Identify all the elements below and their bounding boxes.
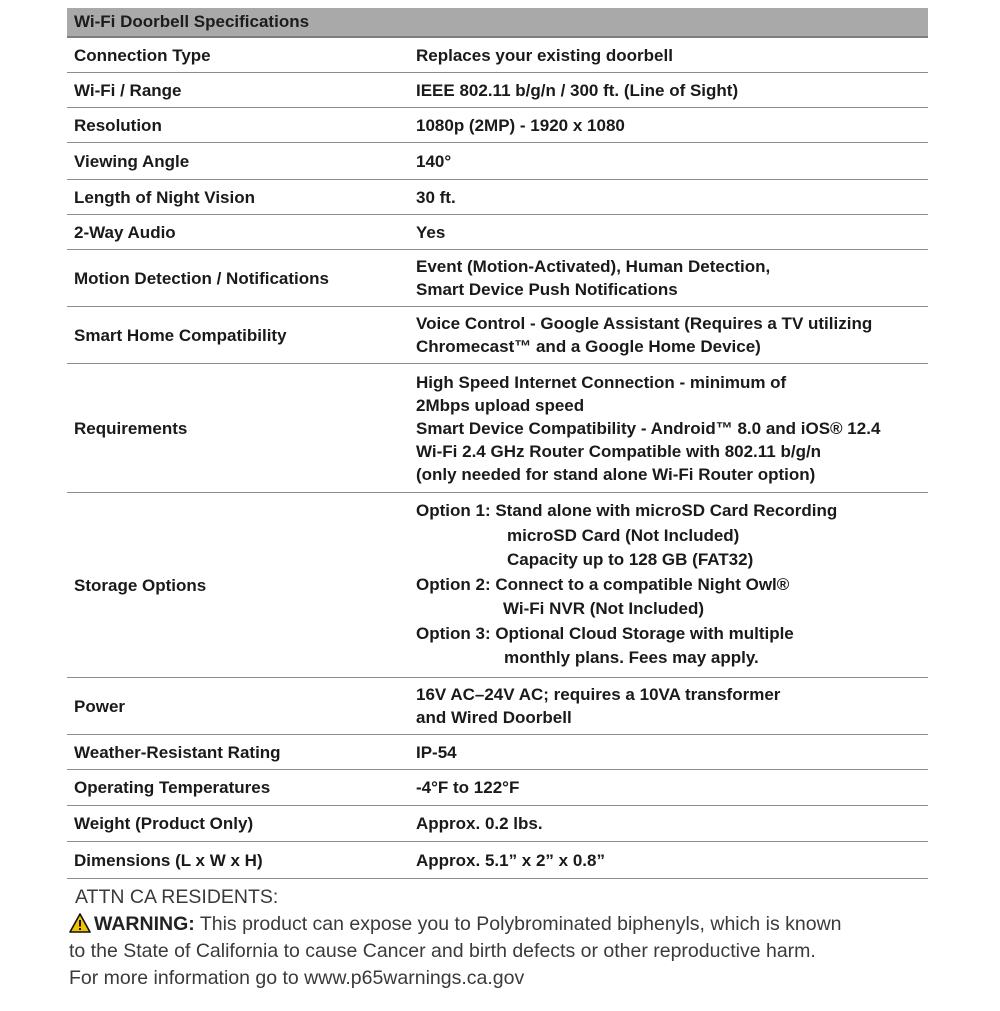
table-title: Wi-Fi Doorbell Specifications bbox=[67, 8, 928, 38]
spec-table bbox=[67, 8, 928, 879]
value-line: Wi-Fi NVR (Not Included) bbox=[503, 599, 704, 619]
table-row bbox=[67, 842, 928, 879]
value-line: Chromecast™ and a Google Home Device) bbox=[416, 337, 761, 356]
spec-label: Storage Options bbox=[74, 575, 207, 595]
spec-label: Connection Type bbox=[74, 45, 211, 65]
warning-line-2: to the State of California to cause Cancer and birth defects or other reproductive harm. bbox=[69, 940, 816, 962]
spec-value bbox=[416, 683, 928, 729]
spec-label: Smart Home Compatibility bbox=[74, 325, 287, 345]
spec-value bbox=[416, 741, 928, 764]
table-row bbox=[67, 250, 928, 307]
value-line: Option 1: Stand alone with microSD Card Recording bbox=[416, 501, 838, 521]
value-line: and Wired Doorbell bbox=[416, 708, 572, 727]
spec-value bbox=[416, 849, 928, 872]
value-line: microSD Card (Not Included) bbox=[507, 525, 740, 545]
spec-value bbox=[416, 44, 928, 67]
warning-triangle-icon bbox=[69, 913, 91, 933]
spec-label: Requirements bbox=[74, 418, 188, 438]
spec-label: Weather-Resistant Rating bbox=[74, 742, 281, 762]
spec-value bbox=[416, 150, 928, 173]
table-row bbox=[67, 493, 928, 678]
warning-label: WARNING: bbox=[94, 913, 195, 935]
spec-label: Motion Detection / Notifications bbox=[74, 268, 329, 288]
value-line: (only needed for stand alone Wi-Fi Router option) bbox=[416, 464, 816, 484]
value-line: Smart Device Push Notifications bbox=[416, 280, 678, 299]
spec-label: Length of Night Vision bbox=[74, 187, 255, 207]
spec-label: Operating Temperatures bbox=[74, 778, 271, 797]
value-line: Replaces your existing doorbell bbox=[416, 45, 673, 65]
value-line: Option 2: Connect to a compatible Night Owl® bbox=[416, 574, 790, 594]
table-row bbox=[67, 108, 928, 143]
value-line: 140° bbox=[416, 151, 452, 171]
warning-line-3: For more information go to www.p65warnings.ca.gov bbox=[69, 967, 525, 989]
spec-label: Weight (Product Only) bbox=[74, 814, 254, 833]
table-row bbox=[67, 307, 928, 364]
value-line: Approx. 5.1” x 2” x 0.8” bbox=[416, 850, 605, 870]
spec-label: Resolution bbox=[74, 115, 162, 135]
value-line: Capacity up to 128 GB (FAT32) bbox=[507, 550, 754, 570]
prop65-notice bbox=[69, 884, 969, 992]
value-line: 2Mbps upload speed bbox=[416, 395, 585, 415]
value-line: -4°F to 122°F bbox=[416, 778, 520, 797]
spec-value bbox=[416, 812, 928, 835]
value-line: Option 3: Optional Cloud Storage with multiple bbox=[416, 623, 794, 643]
table-row bbox=[67, 73, 928, 108]
value-line: IEEE 802.11 b/g/n / 300 ft. (Line of Sight) bbox=[416, 80, 739, 100]
spec-value bbox=[416, 312, 928, 358]
spec-label: Viewing Angle bbox=[74, 151, 190, 171]
value-line: 1080p (2MP) - 1920 x 1080 bbox=[416, 115, 625, 135]
spec-value bbox=[416, 114, 928, 137]
value-line: Event (Motion-Activated), Human Detection, bbox=[416, 257, 771, 276]
spec-value bbox=[416, 186, 928, 209]
table-row bbox=[67, 678, 928, 735]
table-row bbox=[67, 180, 928, 215]
warning-line-1 bbox=[69, 911, 969, 938]
spec-value bbox=[416, 255, 928, 301]
table-row bbox=[67, 735, 928, 770]
spec-label: Power bbox=[74, 696, 126, 716]
spec-label: 2-Way Audio bbox=[74, 222, 176, 242]
value-line: Wi-Fi 2.4 GHz Router Compatible with 802.11 b/g/n bbox=[416, 441, 822, 461]
table-row bbox=[67, 770, 928, 806]
spec-value bbox=[416, 79, 928, 102]
spec-value bbox=[416, 371, 928, 486]
value-line: High Speed Internet Connection - minimum of bbox=[416, 372, 787, 392]
table-row bbox=[67, 806, 928, 842]
attn-heading: ATTN CA RESIDENTS: bbox=[75, 886, 279, 908]
spec-label: Wi-Fi / Range bbox=[74, 80, 182, 100]
spec-value bbox=[416, 499, 928, 671]
value-line: 16V AC–24V AC; requires a 10VA transformer bbox=[416, 685, 781, 704]
table-row bbox=[67, 364, 928, 493]
table-row bbox=[67, 143, 928, 180]
value-line: Yes bbox=[416, 222, 446, 242]
value-line: IP-54 bbox=[416, 742, 457, 762]
spec-value bbox=[416, 221, 928, 244]
warning-text: This product can expose you to Polybrominated biphenyls, which is known bbox=[194, 913, 842, 935]
value-line: Smart Device Compatibility - Android™ 8.0 and iOS® 12.4 bbox=[416, 418, 881, 438]
table-row bbox=[67, 215, 928, 250]
table-row bbox=[67, 38, 928, 73]
value-line: 30 ft. bbox=[416, 187, 456, 207]
spec-label: Dimensions (L x W x H) bbox=[74, 850, 263, 870]
value-line: Voice Control - Google Assistant (Requires a TV utilizing bbox=[416, 314, 873, 333]
value-line: monthly plans. Fees may apply. bbox=[504, 648, 759, 668]
spec-value bbox=[416, 776, 928, 799]
value-line: Approx. 0.2 lbs. bbox=[416, 814, 543, 833]
